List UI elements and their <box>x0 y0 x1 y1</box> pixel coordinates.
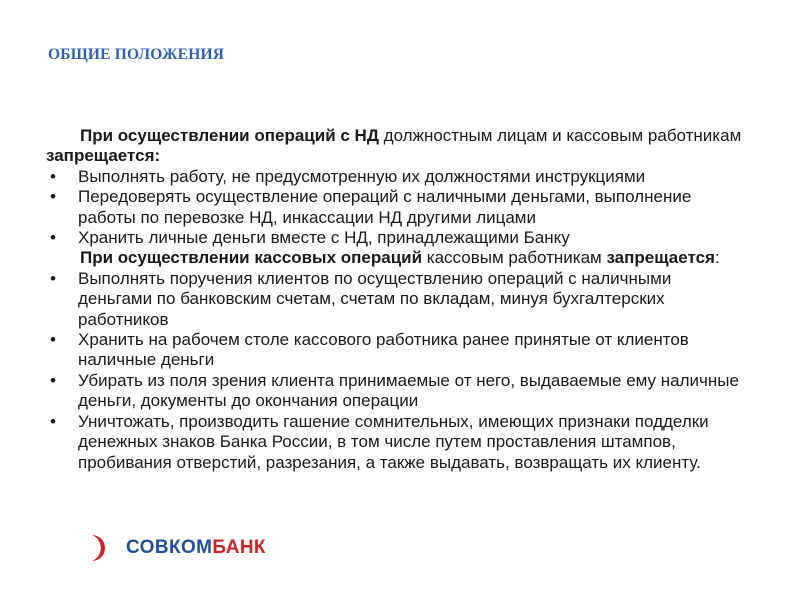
section1-intro-bold-end: запрещается: <box>46 146 161 166</box>
brand-name <box>126 537 266 559</box>
section2-intro-tail: : <box>714 248 720 268</box>
section2-list <box>46 269 746 473</box>
section1-intro-bold: При осуществлении операций с НД <box>80 126 379 145</box>
brand-name-part2: БАНК <box>212 537 266 558</box>
section1-list <box>46 167 746 249</box>
list-item: • Выполнять работу, не предусмотренную их должностями инструкциями <box>46 167 746 187</box>
section2-intro <box>46 248 746 268</box>
brand-name-part1: СОВКОМ <box>126 537 213 558</box>
sovcombank-emblem-icon <box>56 517 118 579</box>
list-item: • Уничтожать, производить гашение сомнительных, имеющих признаки подделки денежных знаков Банка России, в том числе путем проставления штампов, пробивания отверстий, разрезания, а также выдавать, возвращать их клиенту. <box>46 412 746 473</box>
list-item: • Убирать из поля зрения клиента принимаемые от него, выдаваемые ему наличные деньги, документы до окончания операции <box>46 371 746 412</box>
page-title: ОБЩИЕ ПОЛОЖЕНИЯ <box>48 46 225 63</box>
sovcombank-logo <box>56 517 266 579</box>
section2-intro-bold-end: запрещается <box>606 248 715 268</box>
list-item: • Хранить личные деньги вместе с НД, принадлежащими Банку <box>46 228 746 248</box>
list-item: • Выполнять поручения клиентов по осуществлению операций с наличными деньгами по банковским счетам, счетам по вкладам, минуя бухгалтерских работников <box>46 269 746 330</box>
section2-intro-bold: При осуществлении кассовых операций <box>80 248 423 268</box>
section1-intro-text: должностным лицам и кассовым работникам <box>378 126 742 145</box>
section2-intro-text: кассовым работникам <box>422 248 607 268</box>
list-item: • Хранить на рабочем столе кассового работника ранее принятые от клиентов наличные деньги <box>46 330 746 371</box>
section1-intro <box>46 126 746 167</box>
list-item: • Передоверять осуществление операций с наличными деньгами, выполнение работы по перевозке НД, инкассации НД другими лицами <box>46 187 746 228</box>
document-body <box>46 126 746 473</box>
